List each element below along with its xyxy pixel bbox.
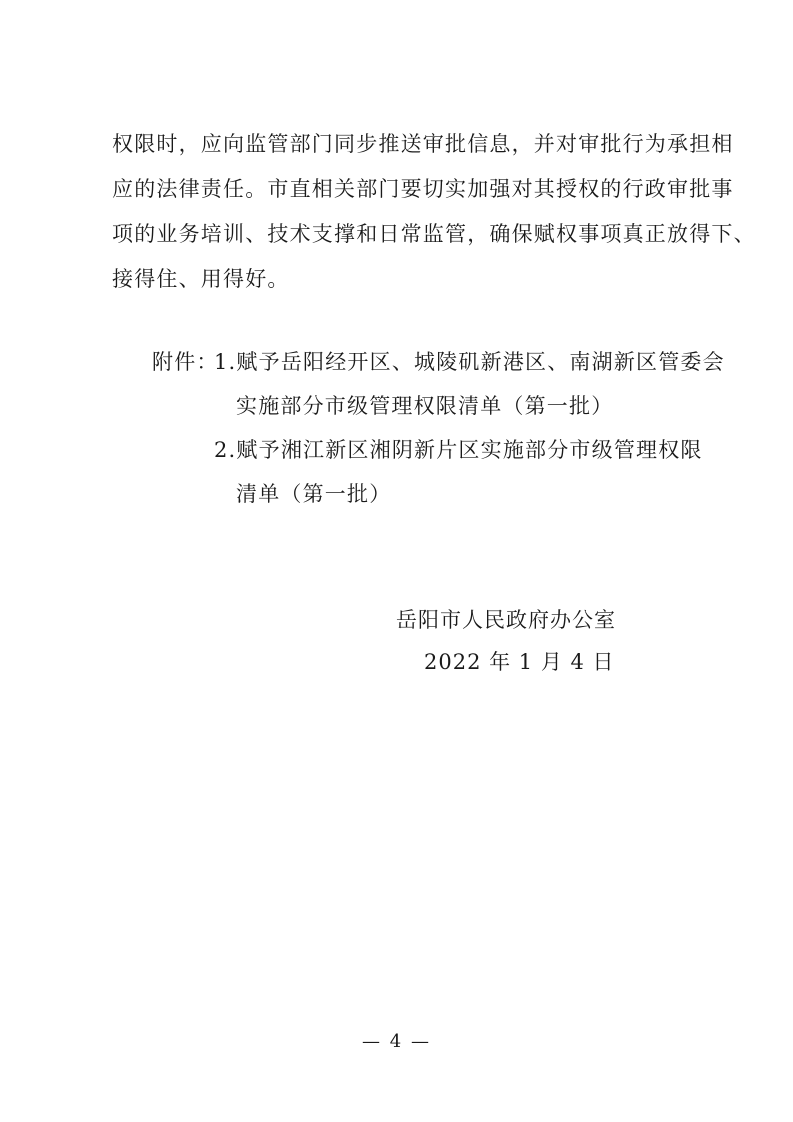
- attachment-2-line-1: 2.赋予湘江新区湘阴新片区实施部分市级管理权限: [214, 438, 703, 462]
- attachments-label: 附件：: [152, 350, 219, 374]
- page-number: — 4 —: [362, 1031, 431, 1052]
- attachment-1-line-1: 1.赋予岳阳经开区、城陵矶新港区、南湖新区管委会: [214, 350, 725, 374]
- attachment-1-line-2: 实施部分市级管理权限清单（第一批）: [236, 394, 614, 418]
- signature-date: 2022 年 1 月 4 日: [424, 650, 615, 674]
- attachment-2-line-2: 清单（第一批）: [236, 482, 392, 506]
- body-line-1: 权限时，应向监管部门同步推送审批信息，并对审批行为承担相: [112, 132, 734, 156]
- body-line-2: 应的法律责任。市直相关部门要切实加强对其授权的行政审批事: [112, 177, 734, 201]
- signature-org: 岳阳市人民政府办公室: [396, 608, 616, 632]
- body-line-3: 项的业务培训、技术支撑和日常监管，确保赋权事项真正放得下、: [112, 222, 756, 246]
- body-line-4: 接得住、用得好。: [112, 267, 290, 291]
